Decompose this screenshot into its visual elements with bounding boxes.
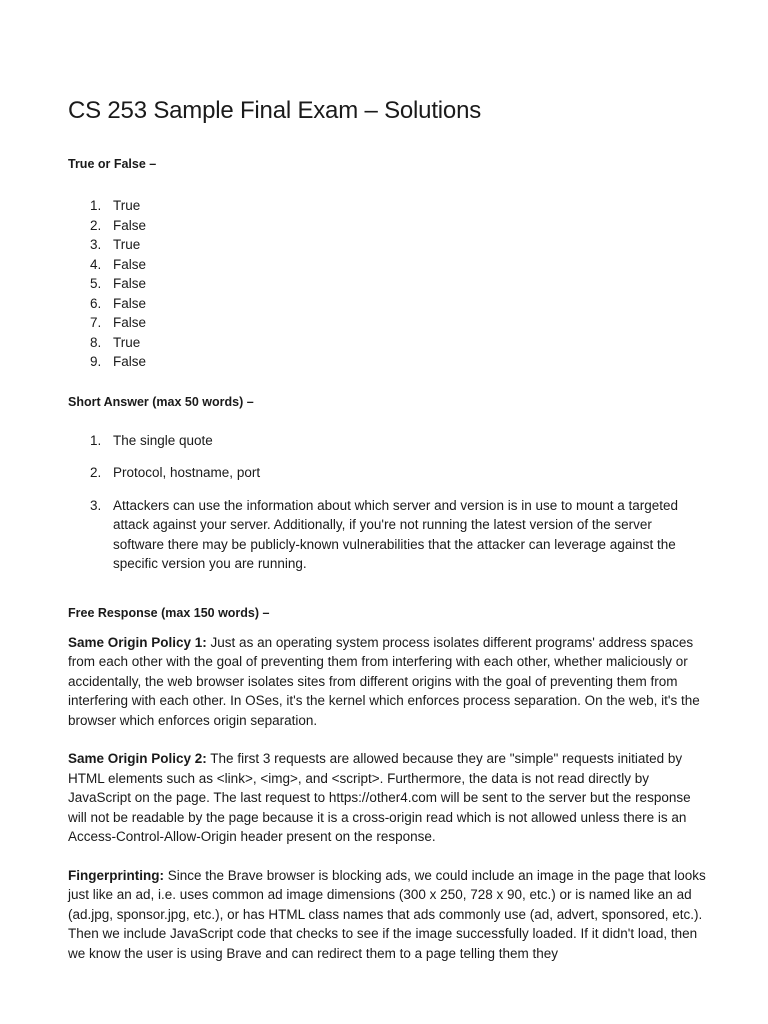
list-item: 5. False	[90, 276, 147, 291]
true-false-list	[68, 196, 708, 372]
list-item: 7. False	[90, 315, 147, 330]
paragraph-text: Just as an operating system process isolates different programs' address spaces from each other with the goal of preventing them from interfering with each other, whether maliciously or accidentally, the web browser isolates sites from different origins with the goal of preventing them from interfering with each other. In OSes, it's the kernel which enforces process separation. On the web, it's the browser which enforces origin separation.	[68, 634, 700, 728]
list-item: 2. Protocol, hostname, port	[90, 465, 261, 480]
list-item: 1. True	[90, 198, 141, 213]
list-item: 6. False	[90, 295, 147, 311]
page-title: CS 253 Sample Final Exam – Solutions	[68, 97, 482, 124]
paragraph-label: Same Origin Policy 2:	[68, 751, 207, 766]
true-false-heading: True or False –	[68, 157, 157, 171]
list-item: 3. True	[90, 237, 141, 252]
paragraph-same-origin-policy-2	[68, 749, 708, 847]
paragraph-text: The first 3 requests are allowed because they are "simple" requests initiated by HTML elements such as <link>, <img>, and <script>. Furthermore, the data is not read directly by JavaScript on the page. The last request to https://other4.com will be sent to the server but the response will not be readable by the page because it is a cross-origin read which is not allowed unless there is an Access-Control-Allow-Origin header present on the response.	[68, 751, 691, 844]
list-item: 8. True	[90, 334, 141, 350]
paragraph-same-origin-policy-1	[68, 633, 708, 731]
paragraph-label: Same Origin Policy 1:	[68, 634, 207, 650]
list-item: 1. The single quote	[90, 432, 213, 448]
list-item: 3. Attackers can use the information about which server and version is in use to mount a targeted attack against your server. Additionally, if you're not running the latest version of the server software there may be publicly-known vulnerabilities that the attacker can leverage against the specific version you are running.	[90, 497, 679, 571]
paragraph-fingerprinting	[68, 866, 708, 964]
short-answer-list	[68, 431, 708, 574]
list-item: 2. False	[90, 217, 147, 233]
list-item: 4. False	[90, 256, 147, 272]
paragraph-label: Fingerprinting:	[68, 867, 164, 883]
short-answer-heading: Short Answer (max 50 words) –	[68, 394, 254, 409]
document-page	[68, 96, 708, 963]
paragraph-text: Since the Brave browser is blocking ads, we could include an image in the page that looks just like an ad, i.e. uses common ad image dimensions (300 x 250, 728 x 90, etc.) or is named like an ad (ad.jpg, sponsor.jpg, etc.), or has HTML class names that ads commonly use (ad, advert, sponsored, etc.). Then we include JavaScript code that checks to see if the image successfully loaded. If it didn't load, then we know the user is using Brave and can redirect them to a page telling them they	[68, 867, 706, 961]
free-response-heading: Free Response (max 150 words) –	[68, 605, 270, 620]
list-item: 9. False	[90, 354, 147, 369]
